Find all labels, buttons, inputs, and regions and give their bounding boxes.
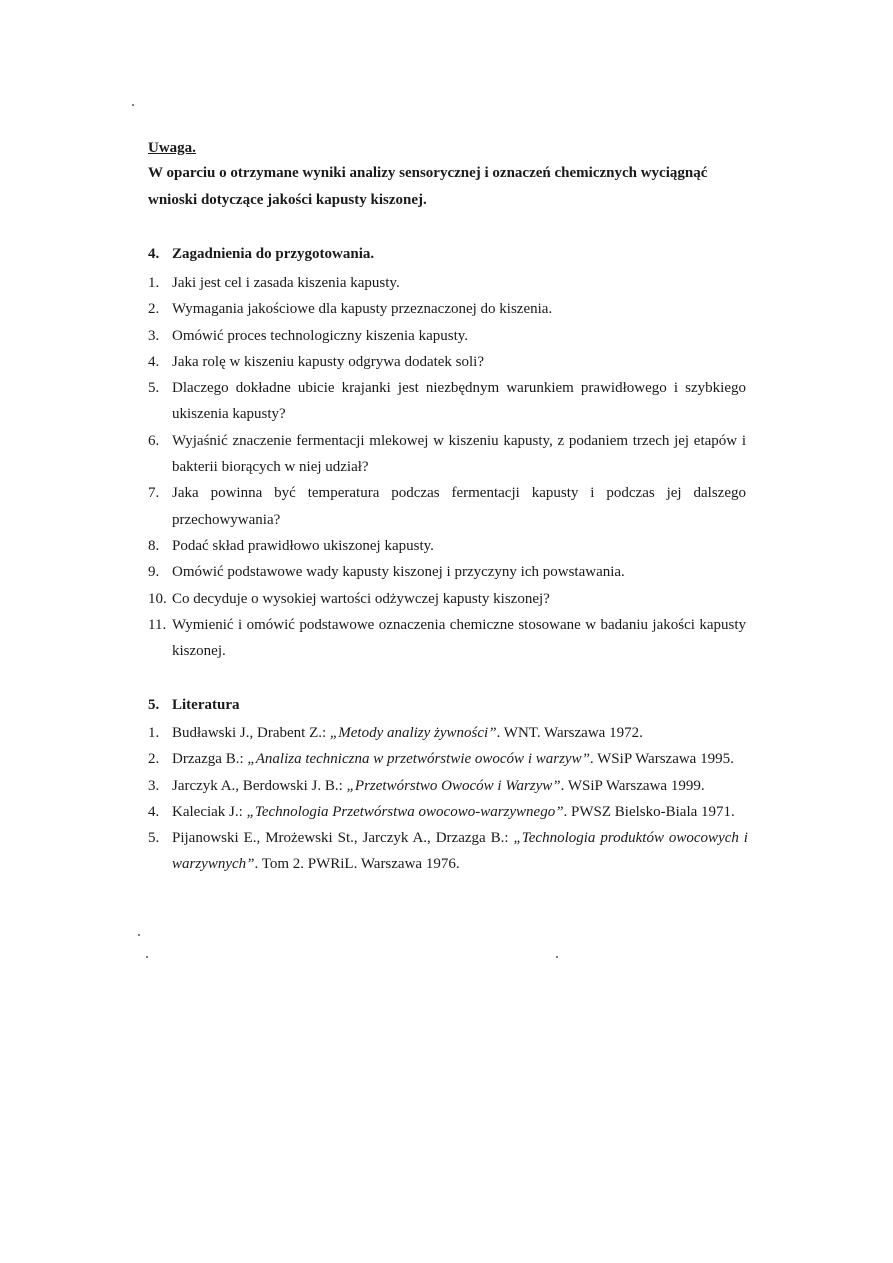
ref-authors: Budławski J., Drabent Z.: [172,725,330,741]
literature-list [148,720,748,878]
list-item [148,612,746,665]
item-text: Wymagania jakościowe dla kapusty przeznaczonej do kiszenia. [172,301,553,318]
item-text: Omówić proces technologiczny kiszenia kapusty. [172,327,469,344]
section-5-title [148,697,239,714]
question-list [148,270,746,664]
note-body: W oparciu o otrzymane wyniki analizy sensorycznej i oznaczeń chemicznych wyciągnąć wnioski dotyczące jakości kapusty kiszonej. [148,165,708,208]
item-number: 5. [148,830,160,847]
list-item [148,720,748,746]
section-4-number: 4. [148,246,160,262]
item-text: Wymienić i omówić podstawowe oznaczenia chemiczne stosowane w badaniu jakości kapusty kiszonej. [172,616,746,660]
item-text: Dlaczego dokładne ubicie krajanki jest niezbędnym warunkiem prawidłowego i szybkiego ukiszenia kapusty? [172,380,746,423]
ref-authors: Pijanowski E., Mrożewski St., Jarczyk A., Drzazga B.: [172,830,514,847]
list-item [148,428,746,481]
list-item [148,533,746,559]
item-number: 11. [148,616,167,633]
item-text: Co decyduje o wysokiej wartości odżywczej kapusty kiszonej? [172,590,550,607]
list-item [148,825,748,878]
scan-speck [132,104,134,106]
ref-publisher: . PWSZ Bielsko-Biala 1971. [563,803,735,820]
ref-publisher: . WSiP Warszawa 1999. [560,777,705,794]
item-number: 10. [148,590,167,607]
list-item [148,270,746,296]
list-item [148,746,748,772]
item-number: 2. [148,301,160,318]
scan-speck [556,956,558,958]
ref-title: „Technologia produktów owocowych i warzywnych” [172,830,748,873]
list-item [148,375,746,428]
item-number: 8. [148,537,160,554]
list-item [148,799,748,825]
item-number: 1. [148,275,160,291]
section-5-title-text: Literatura [172,697,240,713]
item-number: 4. [148,803,160,820]
list-item [148,480,746,533]
ref-publisher: . WNT. Warszawa 1972. [496,725,643,741]
item-number: 6. [148,432,160,449]
ref-title: „Technologia Przetwórstwa owocowo-warzywnego” [246,803,564,820]
ref-title: „Analiza techniczna w przetwórstwie owoców i warzyw” [247,751,590,768]
list-item [148,773,748,799]
item-text: Jaki jest cel i zasada kiszenia kapusty. [172,275,400,291]
item-text: Wyjaśnić znaczenie fermentacji mlekowej w kiszeniu kapusty, z podaniem trzech jej etapów i bakterii biorących w niej udział? [172,432,746,476]
item-number: 3. [148,777,160,794]
list-item [148,296,746,322]
item-number: 5. [148,380,160,397]
item-number: 3. [148,327,160,344]
list-item [148,559,746,585]
scan-speck [138,934,140,936]
item-number: 1. [148,725,160,741]
item-text: Podać skład prawidłowo ukiszonej kapusty. [172,537,434,554]
ref-authors: Drzazga B.: [172,751,248,768]
item-number: 7. [148,485,160,502]
ref-title: „Metody analizy żywności” [329,725,497,741]
item-text: Omówić podstawowe wady kapusty kiszonej i przyczyny ich powstawania. [172,564,625,581]
item-number: 2. [148,751,160,768]
item-number: 9. [148,564,160,581]
list-item [148,323,746,349]
list-item [148,586,746,612]
item-text: Jaka powinna być temperatura podczas fermentacji kapusty i podczas jej dalszego przechowywania? [172,485,746,528]
section-5-number: 5. [148,697,160,713]
ref-publisher: . Tom 2. PWRiL. Warszawa 1976. [254,856,460,873]
section-4-title-text: Zagadnienia do przygotowania. [172,246,375,262]
item-number: 4. [148,353,160,370]
item-text: Jaka rolę w kiszeniu kapusty odgrywa dodatek soli? [172,353,485,370]
ref-authors: Jarczyk A., Berdowski J. B.: [172,777,347,794]
section-4-title [148,246,374,263]
ref-title: „Przetwórstwo Owoców i Warzyw” [346,777,561,794]
note-heading: Uwaga. [148,140,196,156]
ref-authors: Kaleciak J.: [172,803,247,820]
ref-publisher: . WSiP Warszawa 1995. [589,751,734,768]
scan-speck [146,956,148,958]
list-item [148,349,746,375]
